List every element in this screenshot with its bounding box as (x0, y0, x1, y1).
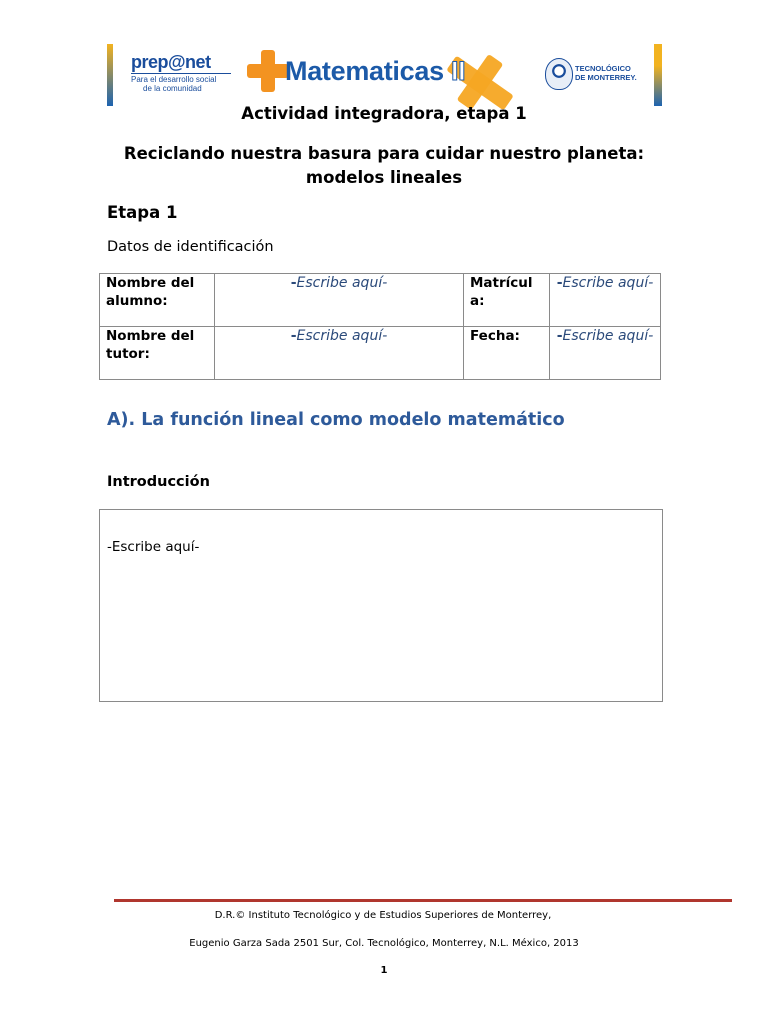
prepanet-tagline-line1: Para el desarrollo social (131, 75, 217, 84)
enrollment-field[interactable] (550, 274, 661, 327)
table-row (100, 274, 661, 327)
placeholder-dash: - (556, 328, 563, 344)
intro-heading: Introducción (107, 474, 210, 490)
tutor-name-label: Nombre del tutor: (100, 327, 215, 380)
intro-placeholder: -Escribe aquí- (107, 539, 200, 555)
date-field[interactable] (550, 327, 661, 380)
course-logo-text: Matematicas (285, 56, 444, 86)
tutor-name-field[interactable] (215, 327, 464, 380)
tec-seal-icon (545, 58, 573, 90)
page-number: 1 (380, 965, 388, 976)
student-name-field[interactable] (215, 274, 464, 327)
enrollment-label: Matrícul a: (464, 274, 550, 327)
placeholder-dash: - (290, 275, 297, 291)
prepanet-logo-text: prep@net (131, 52, 211, 72)
footer-copyright: D.R.© Instituto Tecnológico y de Estudios Superiores de Monterrey, (214, 910, 552, 921)
student-name-placeholder: Escribe aquí- (296, 275, 388, 291)
tec-logo-text (575, 64, 637, 82)
table-row (100, 327, 661, 380)
activity-title: Actividad integradora, etapa 1 (241, 104, 527, 123)
course-logo (285, 56, 465, 87)
footer-address: Eugenio Garza Sada 2501 Sur, Col. Tecnológico, Monterrey, N.L. México, 2013 (189, 938, 579, 949)
tec-logo-line1: TECNOLÓGICO (575, 64, 631, 73)
header-banner (107, 44, 662, 106)
date-placeholder: Escribe aquí- (562, 328, 654, 344)
stage-heading: Etapa 1 (107, 203, 178, 222)
main-title-line2: modelos lineales (305, 168, 463, 187)
section-a-heading: A). La función lineal como modelo matemático (107, 410, 565, 430)
banner-left-stripe (107, 44, 113, 106)
enrollment-placeholder: Escribe aquí- (562, 275, 654, 291)
prepanet-logo (131, 52, 231, 93)
tec-logo-line2: DE MONTERREY. (575, 73, 637, 82)
main-title-line1: Reciclando nuestra basura para cuidar nuestro planeta: (123, 144, 645, 163)
course-logo-roman: II (450, 56, 466, 86)
placeholder-dash: - (290, 328, 297, 344)
prepanet-tagline (131, 73, 231, 93)
placeholder-dash: - (556, 275, 563, 291)
footer-divider (114, 899, 732, 902)
identification-table (99, 273, 661, 380)
main-title (0, 142, 768, 190)
student-name-label: Nombre del alumno: (100, 274, 215, 327)
prepanet-tagline-line2: de la comunidad (143, 84, 202, 93)
plus-icon-vertical (261, 50, 275, 92)
intro-text-box[interactable] (99, 509, 663, 702)
date-label: Fecha: (464, 327, 550, 380)
tutor-name-placeholder: Escribe aquí- (296, 328, 388, 344)
banner-right-stripe (654, 44, 662, 106)
id-section-label: Datos de identificación (107, 239, 274, 255)
